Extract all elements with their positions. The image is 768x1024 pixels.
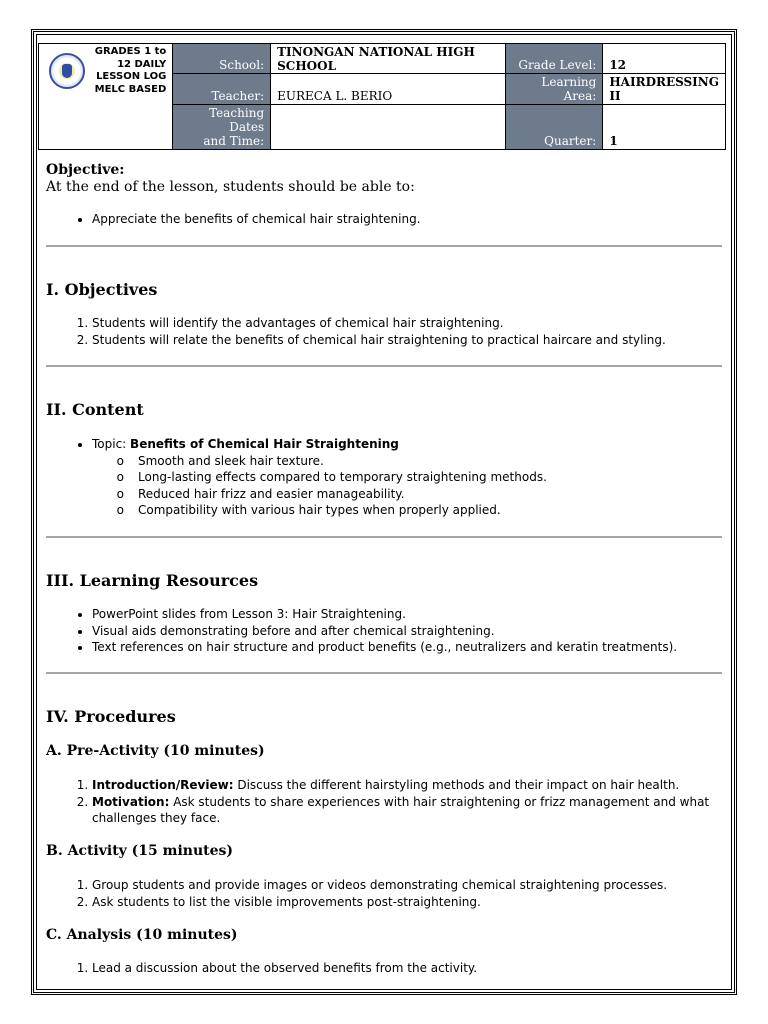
objectives-heading: I. Objectives: [46, 280, 158, 299]
list-item: 2. Students will relate the benefits of chemical hair straightening to practical haircare and styling.: [92, 332, 722, 349]
topic-label: Topic:: [92, 437, 131, 451]
learning-area-value: HAIRDRESSING II: [603, 74, 726, 105]
resources-heading: III. Learning Resources: [46, 571, 259, 590]
list-item: o Reduced hair frizz and easier manageability.: [124, 486, 722, 503]
content-sublist: [92, 453, 722, 519]
school-value: TINONGAN NATIONAL HIGH SCHOOL: [271, 44, 506, 74]
activity-heading: B. Activity (15 minutes): [46, 843, 234, 859]
objective-section: [46, 162, 415, 196]
objective-intro: At the end of the lesson, students should be able to:: [46, 179, 415, 195]
section-divider: [46, 245, 722, 247]
list-item: • Appreciate the benefits of chemical hair straightening.: [92, 211, 722, 228]
teacher-label: Teacher:: [173, 74, 271, 105]
section-divider: [46, 536, 722, 538]
list-item: • Visual aids demonstrating before and after chemical straightening.: [92, 623, 722, 640]
topic-value: Benefits of Chemical Hair Straightening: [130, 437, 399, 451]
grade-level-value: 12: [603, 44, 726, 74]
teacher-value: EURECA L. BERIO: [271, 74, 506, 105]
list-item: [92, 777, 722, 794]
item-label: Motivation:: [92, 794, 170, 809]
list-item: • Text references on hair structure and product benefits (e.g., neutralizers and keratin treatments).: [92, 639, 722, 656]
objectives-list: [46, 315, 722, 348]
logo-cell: [39, 44, 173, 150]
activity-list: [46, 877, 722, 910]
grades-label: GRADES 1 to 12 DAILY LESSON LOG MELC BASED: [94, 46, 167, 95]
procedures-heading: IV. Procedures: [46, 707, 176, 726]
content-list: [46, 436, 722, 519]
lesson-log-header-table: [38, 43, 726, 150]
learning-area-label: Learning Area:: [506, 74, 603, 105]
quarter-label: Quarter:: [506, 105, 603, 150]
teaching-dates-label: Teaching Dates and Time:: [173, 105, 271, 150]
item-text: Discuss the different hairstyling methods and their impact on hair health.: [233, 778, 680, 792]
analysis-list: [46, 960, 722, 977]
pre-activity-list: [46, 777, 722, 827]
objective-title: Objective:: [46, 162, 125, 178]
topic-item: [92, 436, 722, 519]
section-divider: [46, 672, 722, 674]
list-item: 1. Group students and provide images or videos demonstrating chemical straightening processes.: [92, 877, 722, 894]
list-item: 2. Ask students to list the visible improvements post-straightening.: [92, 894, 722, 911]
list-item: 1. Lead a discussion about the observed benefits from the activity.: [92, 960, 722, 977]
section-divider: [46, 365, 722, 367]
teaching-dates-value: [271, 105, 506, 150]
objective-list: [46, 211, 722, 228]
list-item: o Smooth and sleek hair texture.: [124, 453, 722, 470]
list-item: o Long-lasting effects compared to temporary straightening methods.: [124, 469, 722, 486]
school-label: School:: [173, 44, 271, 74]
resources-list: [46, 606, 722, 656]
item-label: Introduction/Review:: [92, 778, 234, 792]
pre-activity-heading: A. Pre-Activity (10 minutes): [46, 743, 265, 759]
grade-level-label: Grade Level:: [506, 44, 603, 74]
list-item: 1. Students will identify the advantages of chemical hair straightening.: [92, 315, 722, 332]
list-item: • PowerPoint slides from Lesson 3: Hair Straightening.: [92, 606, 722, 623]
quarter-value: 1: [603, 105, 726, 150]
list-item: [92, 794, 722, 827]
item-text: Ask students to share experiences with hair straightening or frizz management and what challenges they face.: [92, 794, 710, 825]
analysis-heading: C. Analysis (10 minutes): [46, 927, 238, 943]
list-item: o Compatibility with various hair types when properly applied.: [124, 502, 722, 519]
content-heading: II. Content: [46, 400, 144, 419]
deped-seal-icon: [49, 53, 85, 89]
